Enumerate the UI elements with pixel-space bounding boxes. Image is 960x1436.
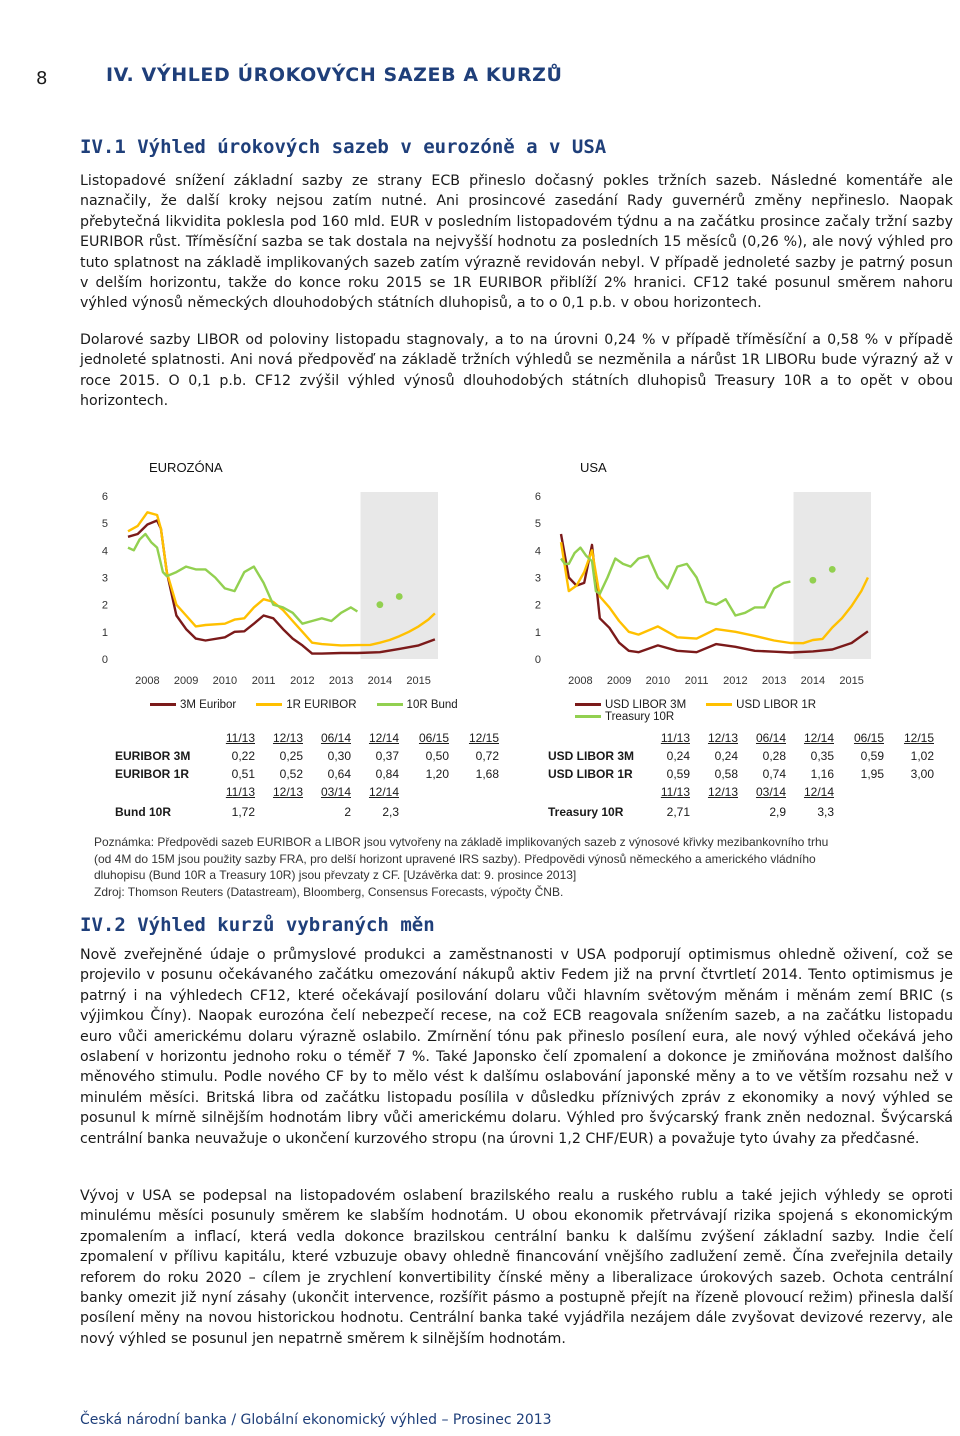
y-tick-label: 5 [534,518,541,531]
paragraph-eurozone-rates: Listopadové snížení základní sazby ze strany ECB přineslo dočasný pokles tržních sazeb. Následné komentáře ale naznačily, že další kroky nejsou zatím nutné. Ani prosincové zasedání Rady guvernérů změny nepřineslo. Naopak přebytečná likvidita poklesla pod 160 mld. EUR v posledním listopadovém týdnu a na začátku prosince začaly tržní sazby EURIBOR růst. Tříměsíční sazba se tak dostala na nejvyšší hodnotu za posledních 15 měsíců (0,26 %), ale nový výhled pro tuto splatnost na základě implikovaných sazeb zatím výrazně revidován nebyl. V případě jednoleté sazby je patrný posun v delším horizontu, takže do konce roku 2015 se 1R EURIBOR přiblíží 2% hranici. CF12 také posunul směrem nahoru výhled výnosů německých dlouhodobých státních dluhopisů, a to o 0,1 p.b. v obou horizontech. [80,173,953,312]
section-number: IV.2 [80,914,126,936]
table-header-cell: 11/13 [225,785,255,799]
legend-label: USD LIBOR 3M [605,699,687,711]
table-cell: 0,28 [762,749,786,763]
table-cell: 0,25 [279,749,303,763]
table-header-cell: 06/15 [853,731,884,745]
y-tick-label: 1 [534,626,541,639]
table-cell: 1,95 [860,767,884,781]
table-header [548,783,938,801]
table-cell: 1,16 [810,767,834,781]
table-header-cell: 11/13 [660,731,690,745]
forecast-point [829,566,836,573]
table-header-cell: 03/14 [320,785,351,799]
page-footer: Česká národní banka / Globální ekonomický výhled – Prosinec 2013 [80,1412,552,1428]
forecast-shading [794,492,872,659]
x-tick-label: 2010 [212,675,238,687]
table-cell: 0,22 [231,749,255,763]
table-header-cell: 06/14 [755,731,786,745]
forecast-point [396,593,403,600]
forecast-point [809,577,816,584]
table-cell: 3,3 [817,805,834,819]
table-header [115,783,503,801]
row-label: EURIBOR 1R [115,767,190,781]
x-tick-label: 2011 [251,675,276,687]
table-header-cell: 12/14 [803,731,834,745]
legend-label: 3M Euribor [180,699,237,711]
table-cell: 0,51 [231,767,255,781]
legend-swatch [575,703,601,706]
series-line-treasury-10r [561,548,790,616]
legend-item [575,711,674,723]
table-header-cell: 12/15 [903,731,934,745]
y-tick-label: 6 [101,491,108,503]
table-header [548,729,938,747]
legend-eurozone [150,699,480,711]
legend-item [706,699,816,711]
y-tick-label: 0 [534,654,541,666]
note-line: (od 4M do 15M jsou použity sazby FRA, pro delší horizont upravené IRS sazby). Předpovědi výnosů německého a amerického vládního [94,851,816,866]
y-tick-label: 1 [101,626,108,639]
y-tick-label: 2 [534,599,541,612]
table-row [548,747,938,765]
table-cell [259,801,307,823]
section-title: Výhled kurzů vybraných měn [137,914,435,936]
note-line: dluhopisu (Bund 10R a Treasury 10R) jsou převzaty z CF. [Uzávěrka dat: 9. prosince 2013] [94,868,577,882]
forecast-table-usa [548,729,938,823]
legend-item [150,699,236,711]
table-header-cell: 12/13 [707,731,738,745]
legend-swatch [706,703,732,706]
paragraph-usd-rates: Dolarové sazby LIBOR od poloviny listopadu stagnovaly, a to na úrovni 0,24 % v případě tříměsíční a 0,58 % v případě jednoleté splatnosti. Ani nová předpověď na základě tržních výhledů se nezměnila a nárůst 1R LIBORu bude výrazný až v roce 2015. O 0,1 p.b. CF12 zvýšil výhled výnosů dlouhodobých státních dluhopisů Treasury 10R a to opět v obou horizontech. [80,332,953,410]
section-heading-2 [80,914,435,936]
table-header-cell: 06/14 [320,731,351,745]
legend-label: USD LIBOR 1R [736,699,817,711]
x-tick-label: 2015 [839,675,864,687]
note-line: Poznámka: Předpovědi sazeb EURIBOR a LIBOR jsou vytvořeny na základě implikovaných sazeb z výnosové křivky mezibankovního trhu [94,835,829,849]
table-cell: 0,84 [375,767,399,781]
table-cell: 0,58 [714,767,738,781]
x-tick-label: 2011 [684,675,709,687]
row-label: Treasury 10R [548,805,624,819]
table-header-cell: 12/14 [368,785,399,799]
x-tick-label: 2013 [328,675,354,687]
legend-label: 10R Bund [406,699,458,711]
row-label: USD LIBOR 3M [548,749,635,763]
table-cell: 0,64 [327,767,351,781]
plot-area [535,491,871,687]
table-header-cell: 11/13 [660,785,690,799]
table-header-cell: 12/15 [468,731,499,745]
x-tick-label: 2012 [290,675,315,687]
legend-usa [575,699,915,723]
legend-label: Treasury 10R [605,711,675,723]
table-cell: 0,52 [279,767,303,781]
chart-eurozone [100,452,460,697]
forecast-point [376,601,383,608]
table-cell: 2,3 [382,805,399,819]
table-cell: 1,02 [910,749,934,763]
table-cell: 1,72 [231,805,255,819]
table-header-cell: 12/14 [368,731,399,745]
table-cell: 0,30 [327,749,351,763]
table-cell: 0,72 [475,749,499,763]
table-header [115,729,503,747]
legend-item [575,699,686,711]
forecast-shading [361,492,439,659]
y-tick-label: 0 [101,654,108,666]
table-header-cell: 12/13 [707,785,738,799]
section-title: Výhled úrokových sazeb v eurozóně a v USA [137,136,607,158]
y-tick-label: 2 [101,599,108,612]
y-tick-label: 6 [534,491,541,503]
row-label: EURIBOR 3M [115,749,191,763]
row-label: Bund 10R [115,805,172,819]
page-number: 8 [36,68,48,89]
table-cell: 2,71 [666,805,690,819]
table-row [548,801,938,823]
row-label: USD LIBOR 1R [548,767,633,781]
x-tick-label: 2009 [606,675,632,687]
table-cell: 0,24 [666,749,690,763]
chart-title: USA [580,460,607,475]
table-cell: 0,35 [810,749,834,763]
table-cell: 2 [344,805,351,819]
table-row [115,765,503,783]
chart-usa [533,452,893,697]
legend-item [377,699,458,711]
table-header-cell: 12/13 [272,731,303,745]
table-cell: 0,37 [375,749,399,763]
x-tick-label: 2008 [135,675,160,687]
table-header-cell: 12/14 [803,785,834,799]
table-cell: 1,20 [425,767,449,781]
paragraph-currencies-emerging: Vývoj v USA se podepsal na listopadovém oslabení brazilského realu a ruského rublu a také jejich výhledy se oproti minulému měsíci posunuly směrem ke slabším hodnotám. U obou ekonomik přetrvávají rizika spojená s ekonomickým zpomalením a inflací, která vedla dokonce brazilskou centrální banku k dalšímu zvýšení základní sazby. Indie čelí zpomalení v přílivu kapitálu, které vzbuzuje obavy ohledně financování vnějšího zadlužení země. Čína zveřejnila detaily reforem do roku 2020 – cílem je zrychlení konvertibility čínské měny a liberalizace úrokových sazeb. Ochota centrální banky omezit již nyní zásahy (ukončit intervence, rozšířit pásmo a postupně přejít na řízeně plovoucí režim) přinesla další posílení měny na novou historickou hodnotu. Centrální banka také vyjádřila nezájem dále zvyšovat devizové rezervy, ale nový výhled se posunul jen nepatrně směrem k silnějším hodnotám. [80,1188,953,1347]
y-tick-label: 3 [534,572,541,585]
y-tick-label: 3 [101,572,108,585]
legend-label: 1R EURIBOR [286,699,357,711]
forecast-table-eurozone [115,729,503,823]
chart-notes [94,834,944,900]
x-tick-label: 2009 [173,675,199,687]
table-cell: 0,59 [860,749,884,763]
table-cell: 0,50 [425,749,449,763]
x-tick-label: 2013 [761,675,787,687]
legend-item [256,699,356,711]
table-cell: 1,68 [475,767,499,781]
table-header-cell: 11/13 [225,731,255,745]
paragraph-currencies-developed: Nově zveřejněné údaje o průmyslové produkci a zaměstnanosti v USA podporují optimismus ohledně oživení, což se projevilo v posunu očekávaného začátku omezování nákupů aktiv Fedem již na první čtvrtletí 2014. Tento optimismus je patrný i na výhledech CF12, které očekávají posilování dolaru vůči hlavním světovým měnám i měnám zemí BRIC (s výjimkou Číny). Naopak eurozóna čelí nebezpečí recese, na což ECB reagovala snížením sazeb, a na začátku listopadu euro vůči americkému dolaru výrazně oslabilo. Zmírnění tónu pak přineslo posílení eura, ale nový výhled očekává jeho oslabení v horizontu jednoho roku o téměř 7 %. Také Japonsko čelí zpomalení a dokonce je zmiňována možnost dalšího měnového stimulu. Podle nového CF by to mělo vést k dalšímu oslabování japonské měny a to ve větším rozsahu než v minulém měsíci. Britská libra od začátku listopadu posílila v důsledku příznivých zpráv z ekonomiky a nový výhled se posunul k mírně silnějším hodnotám libry vůči americkému dolaru. Výhled pro švýcarský frank zněn nedoznal. Švýcarská centrální banka neuvažuje o ukončení kurzového stropu (na úrovni 1,2 CHF/EUR) a považuje tyto úvahy za předčasné. [80,947,953,1147]
legend-swatch [575,715,601,718]
table-header-cell: 12/13 [272,785,303,799]
plot-area [102,491,438,687]
table-header-cell: 06/15 [418,731,449,745]
y-tick-label: 5 [101,518,108,531]
table-row [548,765,938,783]
table-cell: 0,74 [762,767,786,781]
table-row [115,801,503,823]
section-number: IV.1 [80,136,126,158]
x-tick-label: 2015 [406,675,431,687]
table-cell [694,801,742,823]
x-tick-label: 2014 [800,675,826,687]
x-tick-label: 2012 [723,675,748,687]
legend-swatch [377,703,403,706]
chart-title: EUROZÓNA [149,460,223,475]
table-row [115,747,503,765]
legend-swatch [256,703,282,706]
x-tick-label: 2008 [568,675,593,687]
x-tick-label: 2014 [367,675,393,687]
table-header-cell: 03/14 [755,785,786,799]
y-tick-label: 4 [534,545,541,558]
legend-swatch [150,703,176,706]
table-cell: 2,9 [769,805,786,819]
source-line: Zdroj: Thomson Reuters (Datastream), Bloomberg, Consensus Forecasts, výpočty ČNB. [94,884,564,899]
table-cell: 0,59 [666,767,690,781]
chapter-title: IV. VÝHLED ÚROKOVÝCH SAZEB A KURZŮ [106,64,563,86]
x-tick-label: 2010 [645,675,671,687]
y-tick-label: 4 [101,545,108,558]
table-cell: 0,24 [714,749,738,763]
table-cell: 3,00 [910,767,934,781]
section-heading-1 [80,136,606,158]
